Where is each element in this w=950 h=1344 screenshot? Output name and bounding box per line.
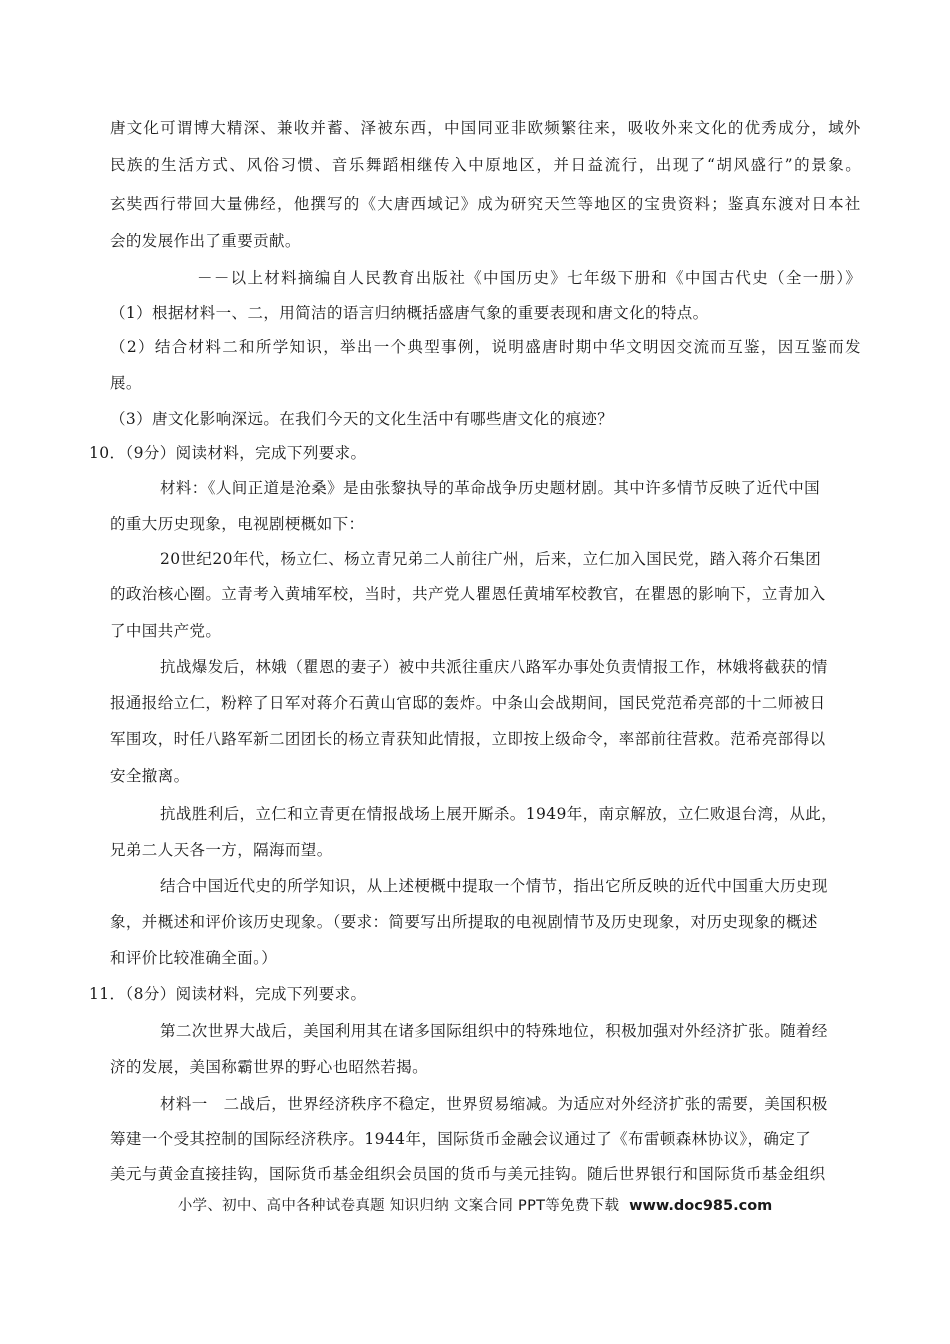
q11-line: 材料一 二战后，世界经济秩序不稳定，世界贸易缩减。为适应对外经济扩张的需要，美国积极 <box>160 1095 828 1113</box>
q11-line: 济的发展，美国称霸世界的野心也昭然若揭。 <box>110 1058 429 1076</box>
q11-line: 美元与黄金直接挂钩，国际货币基金组织会员国的货币与美元挂钩。随后世界银行和国际货币基金组织 <box>110 1165 826 1183</box>
q11-line: 第二次世界大战后，美国利用其在诸多国际组织中的特殊地位，积极加强对外经济扩张。随着经 <box>160 1022 828 1040</box>
material-line: 民族的生活方式、风俗习惯、音乐舞蹈相继传入中原地区，并日益流行，出现了“胡风盛行”的景象。 <box>110 156 863 174</box>
q11-line: 筹建一个受其控制的国际经济秩序。1944年，国际货币金融会议通过了《布雷顿森林协议》，确定了 <box>110 1130 812 1148</box>
q10-line: 了中国共产党。 <box>110 622 222 640</box>
q10-line: 材料：《人间正道是沧桑》是由张黎执导的革命战争历史题材剧。其中许多情节反映了近代中国 <box>160 479 821 497</box>
q10-line: 象，并概述和评价该历史现象。（要求：简要写出所提取的电视剧情节及历史现象，对历史现象的概述 <box>110 913 818 931</box>
q10-line: 兄弟二人天各一方，隔海而望。 <box>110 841 333 859</box>
page-footer <box>0 1194 950 1215</box>
question-11-header: 11．（8分）阅读材料，完成下列要求。 <box>89 985 367 1003</box>
question-9-2: （2）结合材料二和所学知识，举出一个典型事例，说明盛唐时期中华文明因交流而互鉴，因互鉴而发 <box>110 338 862 356</box>
material-source: －－以上材料摘编自人民教育出版社《中国历史》七年级下册和《中国古代史（全一册）》 <box>197 269 863 287</box>
q10-line: 结合中国近代史的所学知识，从上述梗概中提取一个情节，指出它所反映的近代中国重大历史现 <box>160 877 828 895</box>
question-9-3: （3）唐文化影响深远。在我们今天的文化生活中有哪些唐文化的痕迹？ <box>110 410 614 428</box>
footer-url-link[interactable]: www.doc985.com <box>629 1198 773 1214</box>
question-10-header: 10．（9分）阅读材料，完成下列要求。 <box>89 444 367 462</box>
q10-line: 军围攻，时任八路军新二团团长的杨立青获知此情报，立即按上级命令，率部前往营救。范希亮部得以 <box>110 730 826 748</box>
material-line: 会的发展作出了重要贡献。 <box>110 232 301 250</box>
material-line: 玄奘西行带回大量佛经，他撰写的《大唐西域记》成为研究天竺等地区的宝贵资料；鉴真东渡对日本社 <box>110 195 862 213</box>
footer-text: 小学、初中、高中各种试卷真题 知识归纳 文案合同 PPT等免费下载 <box>177 1198 620 1214</box>
q10-line: 的重大历史现象，电视剧梗概如下： <box>110 515 365 533</box>
q10-line: 和评价比较准确全面。） <box>110 949 278 967</box>
q10-line: 安全撤离。 <box>110 767 190 785</box>
q10-line: 抗战爆发后，林娥（瞿恩的妻子）被中共派往重庆八路军办事处负责情报工作，林娥将截获的情 <box>160 658 828 676</box>
q10-line: 报通报给立仁，粉粹了日军对蒋介石黄山官邸的轰炸。中条山会战期间，国民党范希亮部的十二师被日 <box>110 694 826 712</box>
q10-line: 的政治核心圈。立青考入黄埔军校，当时，共产党人瞿恩任黄埔军校教官，在瞿恩的影响下，立青加入 <box>110 585 826 603</box>
material-line: 唐文化可谓博大精深、兼收并蓄、泽被东西，中国同亚非欧频繁往来，吸收外来文化的优秀成分，域外 <box>110 119 862 137</box>
question-9-1: （1）根据材料一、二，用简洁的语言归纳概括盛唐气象的重要表现和唐文化的特点。 <box>110 304 709 322</box>
q10-line: 20世纪20年代，杨立仁、杨立青兄弟二人前往广州，后来，立仁加入国民党，踏入蒋介石集团 <box>160 550 822 568</box>
q10-line: 抗战胜利后，立仁和立青更在情报战场上展开厮杀。1949年，南京解放，立仁败退台湾，从此， <box>160 805 838 823</box>
question-9-2-cont: 展。 <box>110 374 142 392</box>
